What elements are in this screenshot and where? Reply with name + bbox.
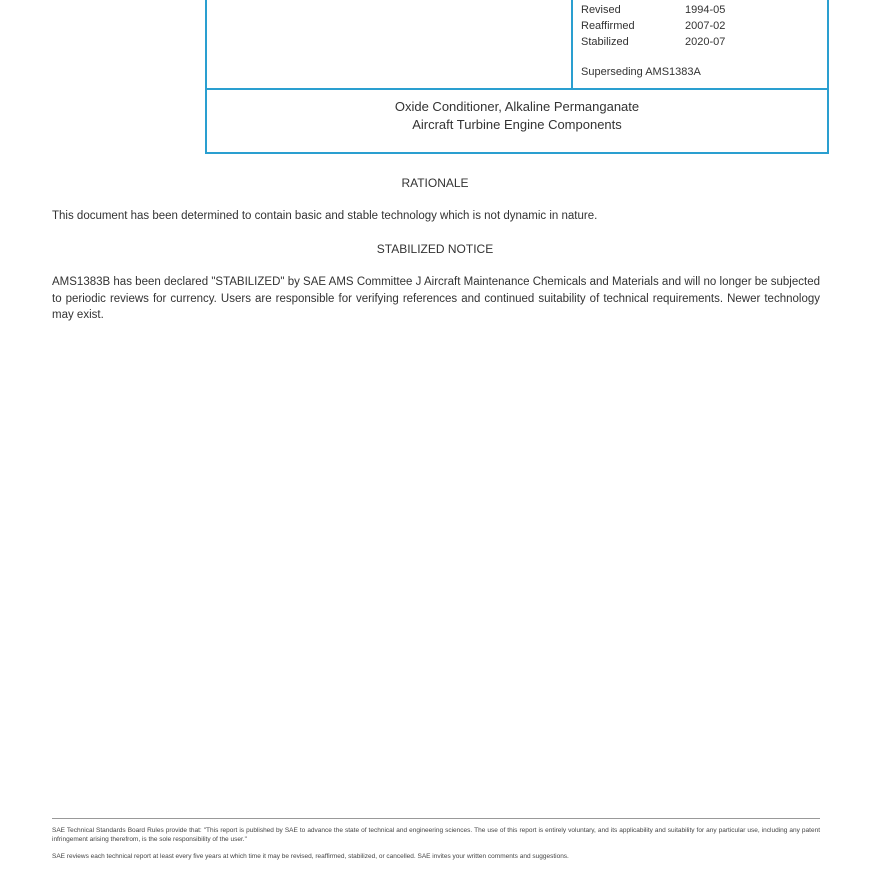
date-row-stabilized	[581, 34, 745, 50]
header-divider	[571, 0, 573, 88]
header-top-section	[207, 0, 827, 90]
document-title	[207, 98, 827, 134]
rationale-heading: RATIONALE	[401, 176, 469, 190]
title-line-2: Aircraft Turbine Engine Components	[412, 117, 622, 132]
date-value: 2007-02	[685, 20, 726, 32]
date-row-reaffirmed	[581, 18, 745, 34]
footer-disclaimer: SAE Technical Standards Board Rules provide that: "This report is published by SAE to advance the state of technical and engineering sciences. The use of this report is entirely voluntary, and its applicability and suitability for any particular use, including any patent infringement arising therefrom, is the sole responsibility of the user."	[52, 827, 820, 843]
date-label: Revised	[581, 4, 621, 16]
stabilized-notice-text: AMS1383B has been declared "STABILIZED" by SAE AMS Committee J Aircraft Maintenance Chemicals and Materials and will no longer be subjected to periodic reviews for currency. Users are responsible for verifying references and continued suitability of technical requirements. Newer technology may exist.	[52, 276, 820, 321]
rationale-text: This document has been determined to contain basic and stable technology which is not dynamic in nature.	[52, 210, 598, 222]
footer-divider	[52, 818, 820, 819]
footer-review-note: SAE reviews each technical report at least every five years at which time it may be revised, reaffirmed, stabilized, or cancelled. SAE invites your written comments and suggestions.	[52, 853, 569, 860]
date-label: Reaffirmed	[581, 20, 635, 32]
superseding-note: Superseding AMS1383A	[581, 66, 701, 78]
date-label: Stabilized	[581, 36, 629, 48]
title-line-1: Oxide Conditioner, Alkaline Permanganate	[394, 99, 640, 114]
date-row-revised	[581, 2, 745, 18]
date-value: 1994-05	[685, 4, 726, 16]
date-value: 2020-07	[685, 36, 726, 48]
date-history	[581, 2, 745, 50]
document-header-box	[205, 0, 829, 154]
stabilized-notice-heading: STABILIZED NOTICE	[376, 242, 494, 256]
